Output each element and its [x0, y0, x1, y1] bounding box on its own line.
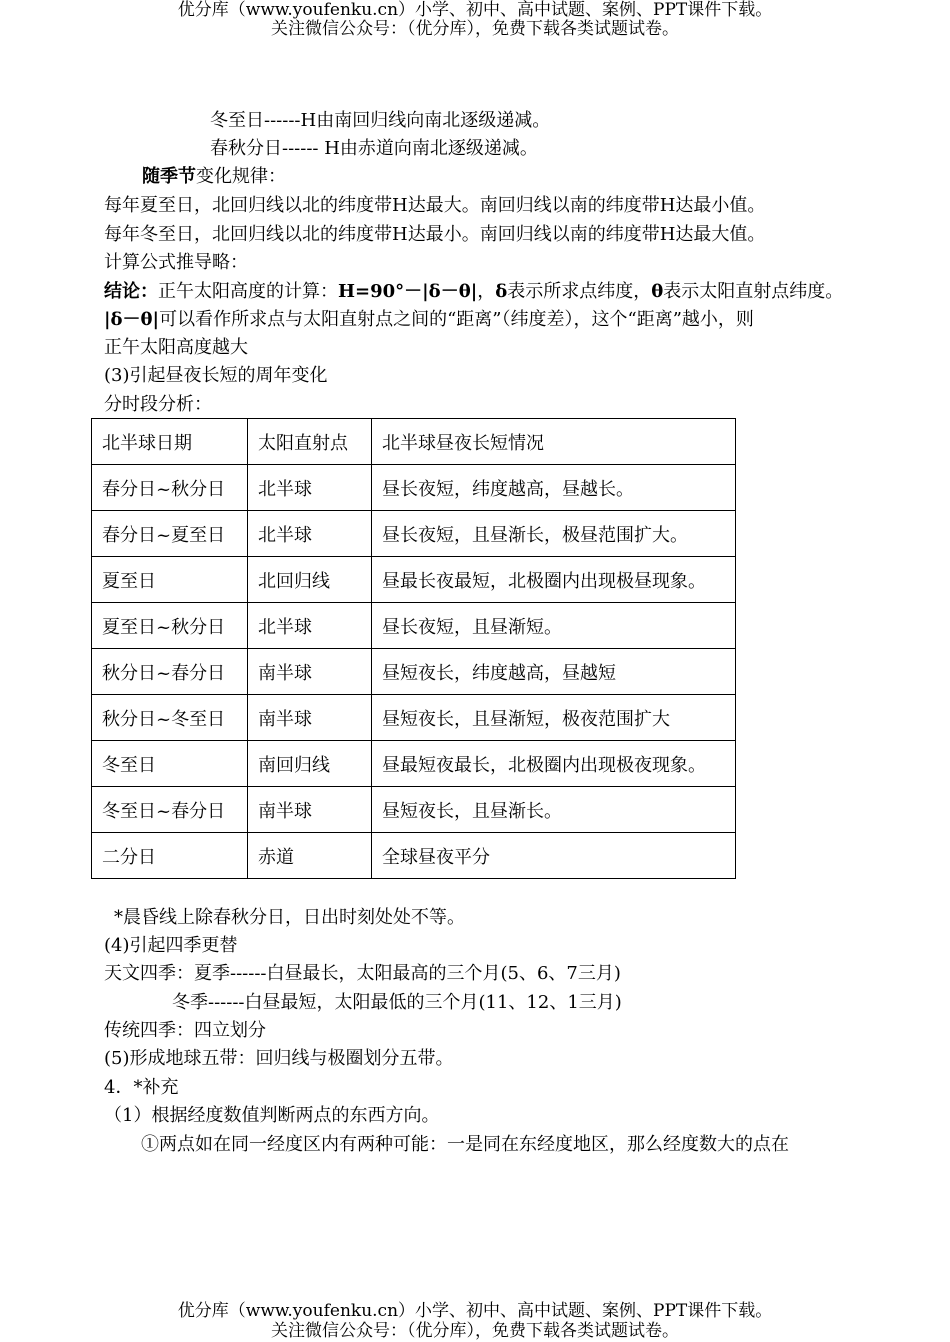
- page-header-line-2: 关注微信公众号：（优分库），免费下载各类试题试卷。: [271, 19, 679, 39]
- conclusion-text-2: ，: [477, 281, 496, 302]
- seasonal-heading-bold: 随季节: [142, 166, 196, 187]
- conclusion-formula: H=90°－|δ－θ|: [338, 281, 478, 302]
- conclusion-text-1: 正午太阳高度的计算：: [158, 281, 338, 302]
- table-header-cell: 北半球日期: [92, 419, 248, 465]
- distance-line-2: 正午太阳高度越大: [104, 337, 248, 358]
- table-cell-point: 南半球: [248, 695, 372, 741]
- section-3-heading: (3)引起昼夜长短的周年变化: [104, 365, 328, 386]
- table-cell-situation: 昼短夜长，且昼渐长。: [372, 787, 736, 833]
- table-row: [92, 511, 736, 557]
- table-header-cell: 太阳直射点: [248, 419, 372, 465]
- conclusion-text-3: 表示所求点纬度，: [507, 281, 652, 302]
- table-cell-situation: 昼短夜长，纬度越高，昼越短: [372, 649, 736, 695]
- conclusion-text-4: 表示太阳直射点纬度。: [663, 281, 844, 302]
- period-analysis-label: 分时段分析：: [104, 394, 212, 415]
- table-cell-date: 春分日~秋分日: [92, 465, 248, 511]
- table-cell-point: 北回归线: [248, 557, 372, 603]
- seasonal-heading: [142, 164, 286, 190]
- table-cell-date: 夏至日: [92, 557, 248, 603]
- theta-symbol: θ: [651, 281, 664, 302]
- table-cell-situation: 昼最长夜最短，北极圈内出现极昼现象。: [372, 557, 736, 603]
- table-footnote: *晨昏线上除春秋分日，日出时刻处处不等。: [114, 907, 465, 928]
- table-cell-point: 北半球: [248, 603, 372, 649]
- table-row: [92, 833, 736, 879]
- table-row: [92, 557, 736, 603]
- page-header-line-1: 优分库（www.youfenku.cn）小学、初中、高中试题、案例、PPT课件下载。: [177, 0, 773, 20]
- table-cell-situation: 昼长夜短，纬度越高，昼越长。: [372, 465, 736, 511]
- table-cell-point: 赤道: [248, 833, 372, 879]
- formula-intro: 计算公式推导略：: [104, 252, 248, 273]
- distance-text: 可以看作所求点与太阳直射点之间的“距离”（纬度差），这个“距离”越小，则: [159, 309, 754, 330]
- summer-rule: 每年夏至日，北回归线以北的纬度带H达最大。南回归线以南的纬度带H达最小值。: [104, 195, 766, 216]
- seasonal-heading-rest: 变化规律：: [196, 166, 286, 187]
- conclusion-line: [104, 279, 843, 305]
- winter-rule: 每年冬至日，北回归线以北的纬度带H达最小。南回归线以南的纬度带H达最大值。: [104, 224, 766, 245]
- astronomical-summer: 天文四季：夏季------白昼最长，太阳最高的三个月(5、6、7三月): [104, 963, 621, 984]
- distance-line: [104, 307, 754, 333]
- subsection-1-item: ①两点如在同一经度区内有两种可能：一是同在东经度地区，那么经度数大的点在: [141, 1134, 789, 1155]
- table-cell-point: 北半球: [248, 511, 372, 557]
- table-cell-point: 南半球: [248, 649, 372, 695]
- table-cell-situation: 昼最短夜最长，北极圈内出现极夜现象。: [372, 741, 736, 787]
- table-cell-date: 冬至日: [92, 741, 248, 787]
- astronomical-winter: 冬季------白昼最短，太阳最低的三个月(11、12、1三月): [172, 992, 622, 1013]
- section-4-heading: (4)引起四季更替: [104, 935, 238, 956]
- table-cell-situation: 昼短夜长，且昼渐短，极夜范围扩大: [372, 695, 736, 741]
- table-row: [92, 603, 736, 649]
- day-night-table: [91, 418, 736, 879]
- table-cell-point: 南半球: [248, 787, 372, 833]
- table-header-cell: 北半球昼夜长短情况: [372, 419, 736, 465]
- delta-symbol: δ: [495, 281, 508, 302]
- table-row: [92, 695, 736, 741]
- subsection-1-heading: （1）根据经度数值判断两点的东西方向。: [104, 1105, 440, 1126]
- table-cell-point: 北半球: [248, 465, 372, 511]
- traditional-seasons: 传统四季：四立划分: [104, 1020, 266, 1041]
- table-cell-point: 南回归线: [248, 741, 372, 787]
- table-row: [92, 741, 736, 787]
- table-cell-date: 冬至日~春分日: [92, 787, 248, 833]
- table-cell-date: 二分日: [92, 833, 248, 879]
- winter-solstice-line: 冬至日------H由南回归线向南北逐级递减。: [210, 110, 551, 131]
- table-cell-date: 秋分日~春分日: [92, 649, 248, 695]
- page-footer-line-2: 关注微信公众号：（优分库），免费下载各类试题试卷。: [271, 1321, 679, 1341]
- supplement-heading: 4．*补充: [104, 1077, 179, 1098]
- equinox-line: 春秋分日------ H由赤道向南北逐级递减。: [210, 138, 538, 159]
- conclusion-label: 结论：: [104, 281, 158, 302]
- table-header-row: [92, 419, 736, 465]
- table-cell-date: 夏至日~秋分日: [92, 603, 248, 649]
- distance-symbol: |δ－θ|: [104, 309, 160, 330]
- section-5-heading: (5)形成地球五带：回归线与极圈划分五带。: [104, 1048, 454, 1069]
- table-cell-situation: 昼长夜短，且昼渐长，极昼范围扩大。: [372, 511, 736, 557]
- table-row: [92, 465, 736, 511]
- table-cell-date: 秋分日~冬至日: [92, 695, 248, 741]
- page-footer-line-1: 优分库（www.youfenku.cn）小学、初中、高中试题、案例、PPT课件下载。: [177, 1301, 773, 1321]
- table-row: [92, 649, 736, 695]
- table-cell-date: 春分日~夏至日: [92, 511, 248, 557]
- table-cell-situation: 昼长夜短，且昼渐短。: [372, 603, 736, 649]
- table-cell-situation: 全球昼夜平分: [372, 833, 736, 879]
- table-row: [92, 787, 736, 833]
